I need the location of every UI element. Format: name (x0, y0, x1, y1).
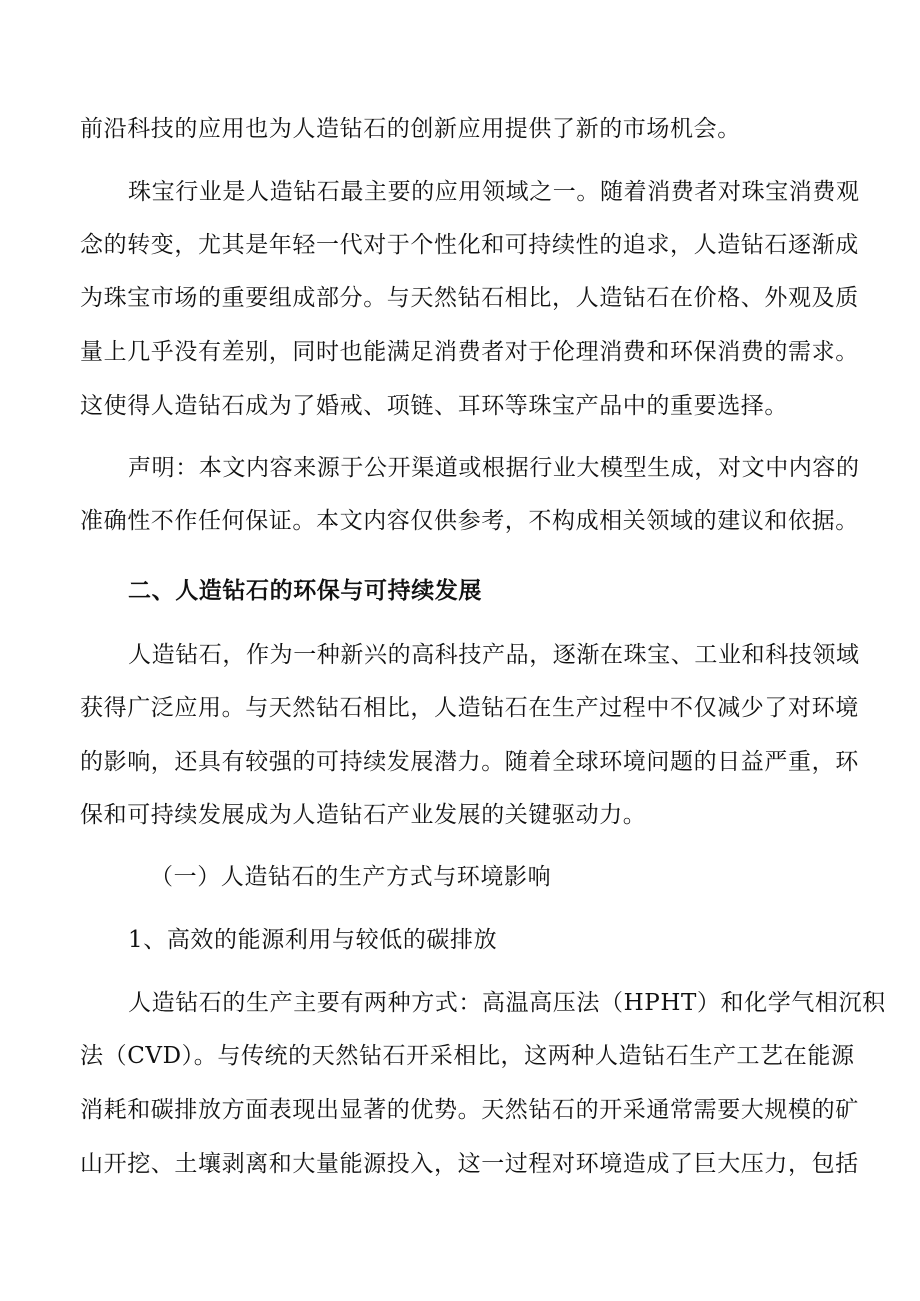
paragraph-jewelry-line: 为珠宝市场的重要组成部分。与天然钻石相比，人造钻石在价格、外观及质 (80, 285, 859, 311)
item-title: 1、高效的能源利用与较低的碳排放 (128, 927, 498, 953)
section-title: 二、人造钻石的环保与可持续发展 (128, 578, 482, 604)
section-intro-line: 人造钻石，作为一种新兴的高科技产品，逐渐在珠宝、工业和科技领域 (128, 642, 860, 668)
section-intro-line: 获得广泛应用。与天然钻石相比，人造钻石在生产过程中不仅减少了对环境 (80, 695, 859, 721)
production-paragraph-line: 山开挖、土壤剥离和大量能源投入，这一过程对环境造成了巨大压力，包括 (80, 1151, 859, 1177)
paragraph-jewelry-line: 念的转变，尤其是年轻一代对于个性化和可持续性的追求，人造钻石逐渐成 (80, 232, 859, 258)
production-paragraph-line: 消耗和碳排放方面表现出显著的优势。天然钻石的开采通常需要大规模的矿 (80, 1097, 859, 1123)
production-paragraph-line: 法（CVD）。与传统的天然钻石开采相比，这两种人造钻石生产工艺在能源 (80, 1043, 855, 1069)
subsection-title: （一）人造钻石的生产方式与环境影响 (150, 864, 552, 890)
paragraph-jewelry-line: 量上几乎没有差别，同时也能满足消费者对于伦理消费和环保消费的需求。 (80, 339, 859, 365)
production-paragraph-line: 人造钻石的生产主要有两种方式：高温高压法（HPHT）和化学气相沉积 (128, 990, 886, 1016)
paragraph-intro-line: 前沿科技的应用也为人造钻石的创新应用提供了新的市场机会。 (80, 116, 741, 142)
disclaimer-line: 准确性不作任何保证。本文内容仅供参考，不构成相关领域的建议和依据。 (80, 508, 859, 534)
section-intro-line: 保和可持续发展成为人造钻石产业发展的关键驱动力。 (80, 802, 647, 828)
paragraph-jewelry-line: 这使得人造钻石成为了婚戒、项链、耳环等珠宝产品中的重要选择。 (80, 393, 788, 419)
disclaimer-line: 声明：本文内容来源于公开渠道或根据行业大模型生成，对文中内容的 (128, 455, 860, 481)
section-intro-line: 的影响，还具有较强的可持续发展潜力。随着全球环境问题的日益严重，环 (80, 749, 859, 775)
paragraph-jewelry-line: 珠宝行业是人造钻石最主要的应用领域之一。随着消费者对珠宝消费观 (128, 179, 860, 205)
